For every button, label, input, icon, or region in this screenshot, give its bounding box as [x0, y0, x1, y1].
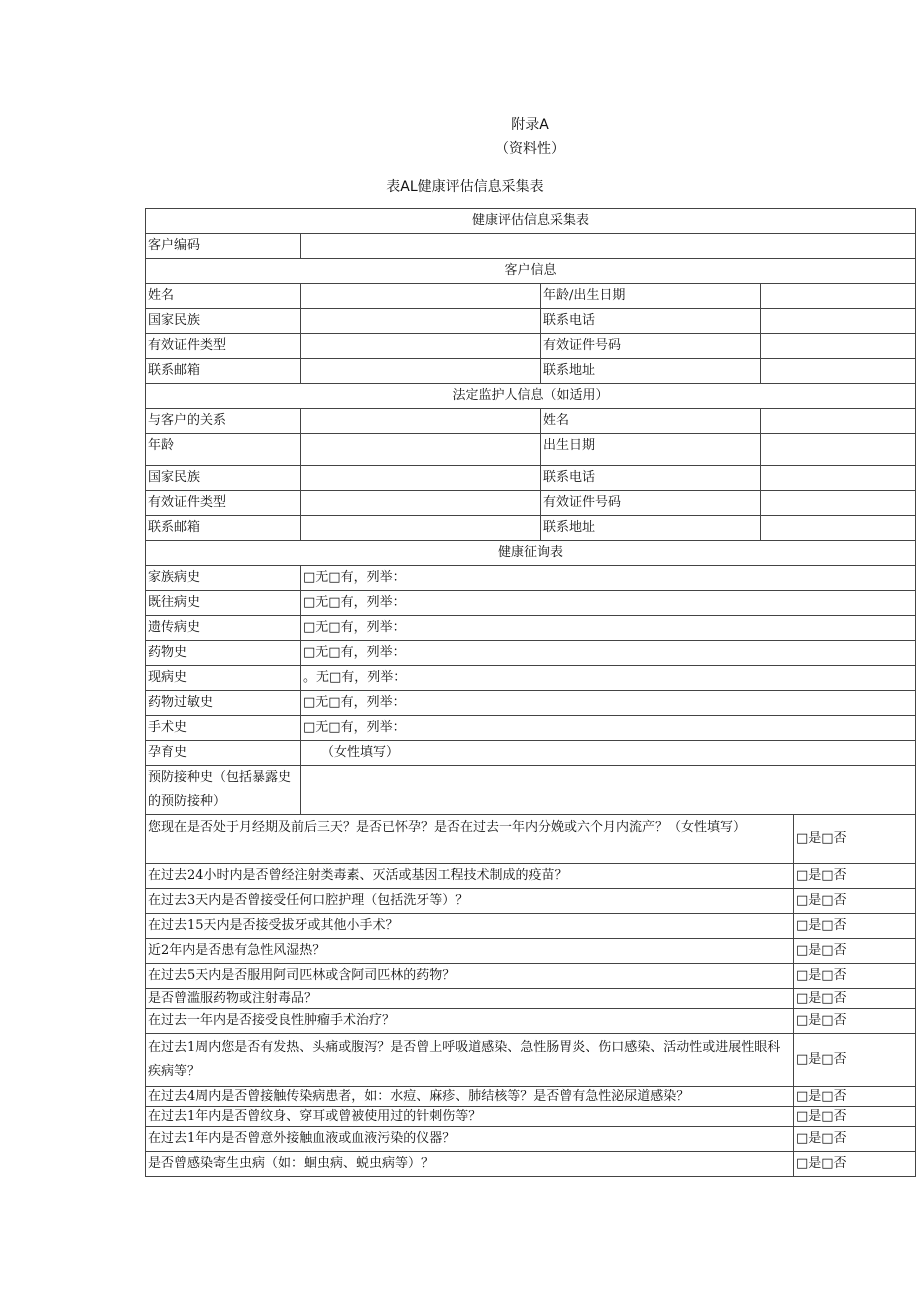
- field-label: 有效证件类型: [146, 334, 301, 359]
- yes-no-checkbox[interactable]: □是□否: [794, 815, 916, 864]
- field-input[interactable]: [301, 309, 541, 334]
- yes-no-checkbox[interactable]: □是□否: [794, 989, 916, 1009]
- yes-no-checkbox[interactable]: □是□否: [794, 914, 916, 939]
- screening-question: 在过去24小时内是否曾经注射类毒素、灭活或基因工程技术制成的疫苗？: [146, 864, 794, 889]
- history-label: 遗传病史: [146, 616, 301, 641]
- field-label: 联系电话: [541, 466, 761, 491]
- field-label: 有效证件号码: [541, 334, 761, 359]
- field-input[interactable]: [761, 466, 916, 491]
- field-label: 联系邮箱: [146, 516, 301, 541]
- history-checkbox-field[interactable]: □无□有，列举：: [301, 591, 916, 616]
- history-checkbox-field[interactable]: □无□有，列举：: [301, 691, 916, 716]
- customer-code-label: 客户编码: [146, 234, 301, 259]
- yes-no-checkbox[interactable]: □是□否: [794, 964, 916, 989]
- history-checkbox-field[interactable]: 。无□有，列举：: [301, 666, 916, 691]
- yes-no-checkbox[interactable]: □是□否: [794, 939, 916, 964]
- history-checkbox-field[interactable]: □无□有，列举：: [301, 716, 916, 741]
- field-input[interactable]: [761, 284, 916, 309]
- pregnancy-history-field[interactable]: （女性填写）: [301, 741, 916, 766]
- yes-no-checkbox[interactable]: □是□否: [794, 1009, 916, 1034]
- yes-no-checkbox[interactable]: □是□否: [794, 889, 916, 914]
- field-label: 国家民族: [146, 309, 301, 334]
- field-input[interactable]: [761, 309, 916, 334]
- field-input[interactable]: [761, 359, 916, 384]
- table-caption: 表AL健康评估信息采集表: [386, 179, 544, 195]
- screening-question: 您现在是否处于月经期及前后三天？是否已怀孕？是否在过去一年内分娩或六个月内流产？（女性填写）: [146, 815, 794, 864]
- screening-question: 是否曾滥服药物或注射毒品？: [146, 989, 794, 1009]
- screening-question: 在过去1年内是否曾意外接触血液或血液污染的仪器？: [146, 1127, 794, 1152]
- history-label: 现病史: [146, 666, 301, 691]
- yes-no-checkbox[interactable]: □是□否: [794, 1152, 916, 1177]
- field-input[interactable]: [301, 334, 541, 359]
- field-label: 出生日期: [541, 434, 761, 466]
- field-label: 与客户的关系: [146, 409, 301, 434]
- screening-question: 在过去3天内是否曾接受任何口腔护理（包括洗牙等）？: [146, 889, 794, 914]
- field-input[interactable]: [761, 409, 916, 434]
- vaccine-history-field[interactable]: [301, 766, 916, 815]
- field-label: 姓名: [146, 284, 301, 309]
- history-label: 药物史: [146, 641, 301, 666]
- screening-question: 在过去一年内是否接受良性肿瘤手术治疗？: [146, 1009, 794, 1034]
- yes-no-checkbox[interactable]: □是□否: [794, 1034, 916, 1087]
- field-label: 联系地址: [541, 516, 761, 541]
- guardian-info-title: 法定监护人信息（如适用）: [146, 384, 916, 409]
- screening-question: 在过去1周内您是否有发热、头痛或腹泻？是否曾上呼吸道感染、急性肠胃炎、伤口感染、活动性或进展性眼科疾病等？: [146, 1034, 794, 1087]
- history-label: 既往病史: [146, 591, 301, 616]
- appendix-title: 附录A: [511, 117, 549, 133]
- field-label: 联系邮箱: [146, 359, 301, 384]
- yes-no-checkbox[interactable]: □是□否: [794, 1107, 916, 1127]
- screening-question: 在过去4周内是否曾接触传染病患者，如：水痘、麻疹、肺结核等？是否曾有急性泌尿道感染？: [146, 1087, 794, 1107]
- field-label: 年龄: [146, 434, 301, 466]
- screening-question: 在过去15天内是否接受拔牙或其他小手术？: [146, 914, 794, 939]
- field-input[interactable]: [761, 334, 916, 359]
- field-input[interactable]: [761, 434, 916, 466]
- customer-code-field[interactable]: [301, 234, 916, 259]
- field-label: 联系地址: [541, 359, 761, 384]
- history-label: 家族病史: [146, 566, 301, 591]
- form-title: 健康评估信息采集表: [146, 209, 916, 234]
- vaccine-history-label: 预防接种史（包括暴露史的预防接种）: [146, 766, 301, 815]
- inquiry-title: 健康征询表: [146, 541, 916, 566]
- field-input[interactable]: [301, 491, 541, 516]
- history-checkbox-field[interactable]: □无□有，列举：: [301, 566, 916, 591]
- field-label: 姓名: [541, 409, 761, 434]
- field-input[interactable]: [301, 359, 541, 384]
- field-input[interactable]: [301, 434, 541, 466]
- field-label: 国家民族: [146, 466, 301, 491]
- history-label: 药物过敏史: [146, 691, 301, 716]
- field-label: 年龄/出生日期: [541, 284, 761, 309]
- health-assessment-form: [145, 208, 916, 1177]
- field-input[interactable]: [301, 409, 541, 434]
- yes-no-checkbox[interactable]: □是□否: [794, 864, 916, 889]
- history-label: 孕育史: [146, 741, 301, 766]
- screening-question: 是否曾感染寄生虫病（如：蛔虫病、蜕虫病等）？: [146, 1152, 794, 1177]
- screening-question: 在过去5天内是否服用阿司匹林或含阿司匹林的药物？: [146, 964, 794, 989]
- yes-no-checkbox[interactable]: □是□否: [794, 1127, 916, 1152]
- field-input[interactable]: [761, 491, 916, 516]
- appendix-note: （资料性）: [495, 141, 565, 157]
- screening-question: 在过去1年内是否曾纹身、穿耳或曾被使用过的针刺伤等？: [146, 1107, 794, 1127]
- field-label: 联系电话: [541, 309, 761, 334]
- field-input[interactable]: [301, 466, 541, 491]
- field-input[interactable]: [301, 284, 541, 309]
- field-label: 有效证件号码: [541, 491, 761, 516]
- history-checkbox-field[interactable]: □无□有，列举：: [301, 616, 916, 641]
- field-label: 有效证件类型: [146, 491, 301, 516]
- yes-no-checkbox[interactable]: □是□否: [794, 1087, 916, 1107]
- history-checkbox-field[interactable]: □无□有，列举：: [301, 641, 916, 666]
- field-input[interactable]: [301, 516, 541, 541]
- screening-question: 近2年内是否患有急性风湿热？: [146, 939, 794, 964]
- history-label: 手术史: [146, 716, 301, 741]
- customer-info-title: 客户信息: [146, 259, 916, 284]
- field-input[interactable]: [761, 516, 916, 541]
